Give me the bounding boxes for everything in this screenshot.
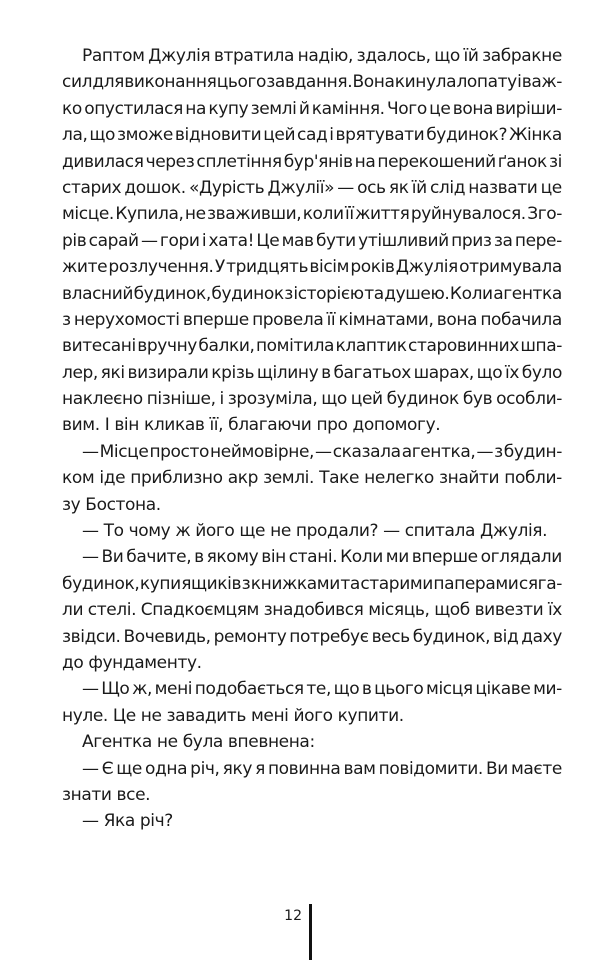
word: весь	[371, 626, 410, 647]
word: що	[434, 46, 460, 66]
word: повідомити.	[378, 758, 483, 779]
word: балки,	[198, 336, 255, 357]
word: Жінка	[509, 125, 562, 146]
word: ґанок	[497, 151, 547, 172]
word: рів	[62, 230, 87, 251]
word: отримувала	[459, 257, 562, 278]
word: ремонту	[213, 626, 287, 647]
word: слід	[429, 177, 466, 198]
text-line	[62, 676, 562, 702]
word: шарах,	[413, 362, 474, 383]
word: вона	[436, 309, 478, 330]
word: провела	[252, 309, 324, 330]
text-line	[62, 281, 562, 307]
word: назвати	[468, 177, 538, 198]
word: повинна	[267, 758, 341, 779]
word: мені	[154, 679, 193, 700]
word: бути	[315, 230, 356, 251]
word: Ви	[485, 758, 508, 779]
word: Коли	[340, 547, 383, 568]
word: ящиків	[181, 573, 242, 594]
line-text: до фундаменту.	[62, 652, 202, 673]
word: —	[82, 547, 99, 568]
word: особли-	[496, 389, 562, 410]
word: ли	[62, 600, 84, 621]
word: Таке	[319, 468, 360, 489]
text-line	[62, 96, 562, 122]
word: одна	[145, 758, 188, 779]
word: стелі.	[87, 600, 137, 621]
word: з	[241, 573, 251, 594]
word: душею.	[384, 283, 450, 304]
word: виконання	[124, 72, 217, 93]
word: років	[350, 257, 395, 278]
text-line	[62, 756, 562, 782]
word: з	[284, 283, 293, 304]
line-text: — То чому ж його ще не продали? — спитала Джулія.	[82, 521, 548, 542]
word: Це	[256, 230, 280, 251]
word: просто	[149, 441, 210, 462]
text-line	[62, 201, 562, 227]
word: —	[82, 679, 99, 700]
word: сказала	[332, 441, 401, 462]
word: У	[214, 257, 225, 278]
word: Ви	[101, 547, 124, 568]
word: —	[337, 177, 354, 198]
word: та	[340, 573, 360, 594]
word: це	[540, 177, 562, 198]
word: Джулії»	[267, 177, 335, 198]
word: опустилася	[84, 98, 183, 119]
word: купу	[208, 98, 249, 119]
word: вперше	[182, 309, 249, 330]
word: її	[326, 309, 336, 330]
word: сяга-	[518, 573, 562, 594]
page-footer	[0, 900, 600, 960]
word: Є	[101, 758, 114, 779]
word: гори	[159, 230, 200, 251]
word: цей	[350, 389, 383, 410]
word: крізь	[211, 362, 255, 383]
line-text: знати все.	[62, 784, 151, 805]
word: будинок,	[62, 573, 140, 594]
line-text: нуле. Це не завадить мені його купити.	[62, 705, 404, 726]
word: перекошений	[377, 151, 496, 172]
word: Джулія	[395, 257, 458, 278]
word: ж,	[132, 679, 152, 700]
word: й	[298, 98, 310, 119]
text-line	[62, 492, 562, 518]
word: шпа-	[520, 336, 562, 357]
word: каміння.	[311, 98, 385, 119]
word: ось	[357, 177, 386, 198]
word: землі	[250, 98, 297, 119]
word: знайти	[438, 468, 500, 489]
word: коли	[302, 204, 344, 225]
text-line	[62, 360, 562, 386]
word: Місце	[99, 441, 149, 462]
word: що	[333, 679, 360, 700]
word: стані.	[288, 547, 338, 568]
word: будинок?	[426, 125, 508, 146]
word: подобається	[194, 679, 304, 700]
word: власний	[62, 283, 134, 304]
word: втратила	[213, 46, 295, 66]
word: від	[493, 626, 519, 647]
word: якому	[206, 547, 259, 568]
word: зваживши,	[207, 204, 302, 225]
word: на	[354, 151, 376, 172]
word: агентка	[493, 283, 562, 304]
word: купи	[139, 573, 181, 594]
word: він	[261, 547, 286, 568]
text-line	[62, 122, 562, 148]
word: нерухомості	[73, 309, 180, 330]
word: звідси.	[62, 626, 121, 647]
word: багатьох	[333, 362, 411, 383]
word: те,	[306, 679, 331, 700]
word: вона	[452, 98, 494, 119]
line-text: вим. І він кликав її, благаючи про допомогу.	[62, 415, 441, 436]
word: зрозуміла,	[227, 389, 318, 410]
word: сплетіння	[196, 151, 282, 172]
word: тридцять	[226, 257, 309, 278]
word: та	[364, 283, 384, 304]
word: що	[476, 362, 503, 383]
word: їх	[547, 600, 562, 621]
word: і	[219, 389, 224, 410]
word: щоб	[434, 600, 470, 621]
text-line	[62, 254, 562, 280]
text-line	[62, 175, 562, 201]
word: кинула	[394, 72, 457, 93]
word: знадобився	[263, 600, 364, 621]
word: будин-	[503, 441, 562, 462]
word: агентка,	[401, 441, 476, 462]
word: книжками	[250, 573, 340, 594]
word: вісім	[309, 257, 350, 278]
word: зможе	[116, 125, 173, 146]
word: приз	[451, 230, 492, 251]
text-line	[62, 439, 562, 465]
word: ми-	[533, 679, 562, 700]
word: важ-	[521, 72, 562, 93]
word: старовинних	[408, 336, 519, 357]
word: Коли	[449, 283, 493, 304]
word: місце.	[62, 204, 114, 225]
text-line	[62, 228, 562, 254]
word: це	[429, 98, 451, 119]
text-line	[62, 333, 562, 359]
word: іде	[99, 468, 126, 489]
word: оглядали	[480, 547, 562, 568]
word: життя	[355, 204, 410, 225]
word: ко	[62, 98, 82, 119]
word: цікаве	[475, 679, 531, 700]
text-line	[62, 729, 562, 755]
word: помітила	[255, 336, 335, 357]
body-text	[62, 43, 562, 835]
word: —	[82, 758, 99, 779]
word: сарай	[88, 230, 139, 251]
word: бачите,	[126, 547, 192, 568]
word: кімнатами,	[338, 309, 434, 330]
text-line	[62, 782, 562, 808]
word: виріши-	[495, 98, 562, 119]
text-line	[62, 808, 562, 834]
word: вам	[343, 758, 376, 779]
text-line	[62, 544, 562, 570]
word: Вочевидь,	[123, 626, 211, 647]
text-line	[62, 703, 562, 729]
word: лер,	[62, 362, 98, 383]
word: землі.	[263, 468, 314, 489]
word: —	[141, 230, 158, 251]
text-line	[62, 412, 562, 438]
word: вручну	[137, 336, 197, 357]
word: клаптик	[335, 336, 407, 357]
word: для	[92, 72, 124, 93]
page-number-rule	[309, 904, 312, 960]
word: витесані	[62, 336, 136, 357]
word: цього	[374, 679, 424, 700]
word: руйнувалося.	[410, 204, 526, 225]
word: річ,	[190, 758, 220, 779]
word: Чого	[387, 98, 427, 119]
word: в	[361, 679, 372, 700]
word: історією	[293, 283, 364, 304]
word: приблизно	[130, 468, 223, 489]
word: вивезти	[474, 600, 544, 621]
word: які	[100, 362, 125, 383]
word: через	[145, 151, 195, 172]
word: і	[329, 125, 334, 146]
word: місяць,	[368, 600, 430, 621]
word: здалось,	[356, 46, 431, 66]
word: старих	[62, 177, 122, 198]
word: зі	[548, 151, 562, 172]
word: не	[184, 204, 206, 225]
word: за	[493, 230, 513, 251]
word: на	[185, 98, 206, 119]
word: бур'янів	[283, 151, 353, 172]
word: —	[315, 441, 332, 462]
text-line	[62, 69, 562, 95]
word: —	[476, 441, 494, 462]
word: неймовірне,	[210, 441, 315, 462]
word: даху	[521, 626, 562, 647]
text-line	[62, 571, 562, 597]
word: сил	[62, 72, 93, 93]
word: ком	[62, 468, 95, 489]
word: з	[494, 441, 503, 462]
word: відновити	[174, 125, 262, 146]
word: Зго-	[527, 204, 562, 225]
word: дивилася	[62, 151, 144, 172]
word: було	[521, 362, 562, 383]
word: визирали	[127, 362, 209, 383]
word: цього	[216, 72, 267, 93]
word: як	[388, 177, 409, 198]
text-line	[62, 518, 562, 544]
word: мав	[281, 230, 314, 251]
word: старими	[360, 573, 433, 594]
word: маєте	[510, 758, 562, 779]
word: забракне	[482, 46, 562, 66]
word: Раптом	[82, 46, 145, 66]
word: що	[89, 125, 116, 146]
text-line	[62, 650, 562, 676]
word: з	[62, 309, 71, 330]
word: цей	[263, 125, 296, 146]
text-line	[62, 465, 562, 491]
word: пізніше,	[146, 389, 216, 410]
line-text: — Яка річ?	[82, 811, 173, 832]
word: їх	[505, 362, 519, 383]
word: що	[321, 389, 347, 410]
word: побачила	[480, 309, 562, 330]
word: потребує	[289, 626, 369, 647]
word: будинок	[211, 283, 284, 304]
word: Що	[101, 679, 130, 700]
word: нелегко	[364, 468, 434, 489]
word: яку	[222, 758, 252, 779]
word: Джулія	[148, 46, 211, 66]
word: їй	[463, 46, 479, 66]
word: сад	[297, 125, 328, 146]
word: акр	[227, 468, 258, 489]
word: наклеєно	[62, 389, 143, 410]
word: я	[255, 758, 265, 779]
word: жите	[62, 257, 108, 278]
word: Вона	[352, 72, 395, 93]
text-line	[62, 307, 562, 333]
word: дошок.	[124, 177, 186, 198]
word: ще	[116, 758, 142, 779]
word: вперше	[411, 547, 478, 568]
word: будинок,	[133, 283, 211, 304]
word: її	[345, 204, 354, 225]
word: надію,	[297, 46, 353, 66]
text-line	[62, 149, 562, 175]
word: лопату	[456, 72, 517, 93]
word: і	[517, 72, 522, 93]
page-number: 12	[284, 908, 302, 924]
word: будинок	[386, 389, 459, 410]
line-text: зу Бостона.	[62, 494, 161, 515]
word: і	[201, 230, 207, 251]
word: місця	[426, 679, 473, 700]
word: хата!	[208, 230, 255, 251]
word: «Дурість	[188, 177, 265, 198]
word: побли-	[504, 468, 562, 489]
word: був	[462, 389, 493, 410]
word: щілину	[256, 362, 319, 383]
word: Спадкоємцям	[140, 600, 259, 621]
word: Купила,	[115, 204, 184, 225]
word: пере-	[514, 230, 562, 251]
word: врятувати	[335, 125, 425, 146]
word: в	[194, 547, 204, 568]
word: в	[321, 362, 331, 383]
word: ла,	[62, 125, 88, 146]
word: паперами	[433, 573, 519, 594]
word: —	[82, 441, 99, 462]
word: розлучення.	[108, 257, 214, 278]
text-line	[62, 43, 562, 69]
text-line	[62, 597, 562, 623]
text-line	[62, 386, 562, 412]
text-line	[62, 624, 562, 650]
word: ми	[385, 547, 409, 568]
word: будинок,	[412, 626, 491, 647]
word: завдання.	[266, 72, 353, 93]
word: утішливий	[358, 230, 449, 251]
line-text: Агентка не була впевнена:	[82, 732, 315, 753]
word: їй	[411, 177, 427, 198]
